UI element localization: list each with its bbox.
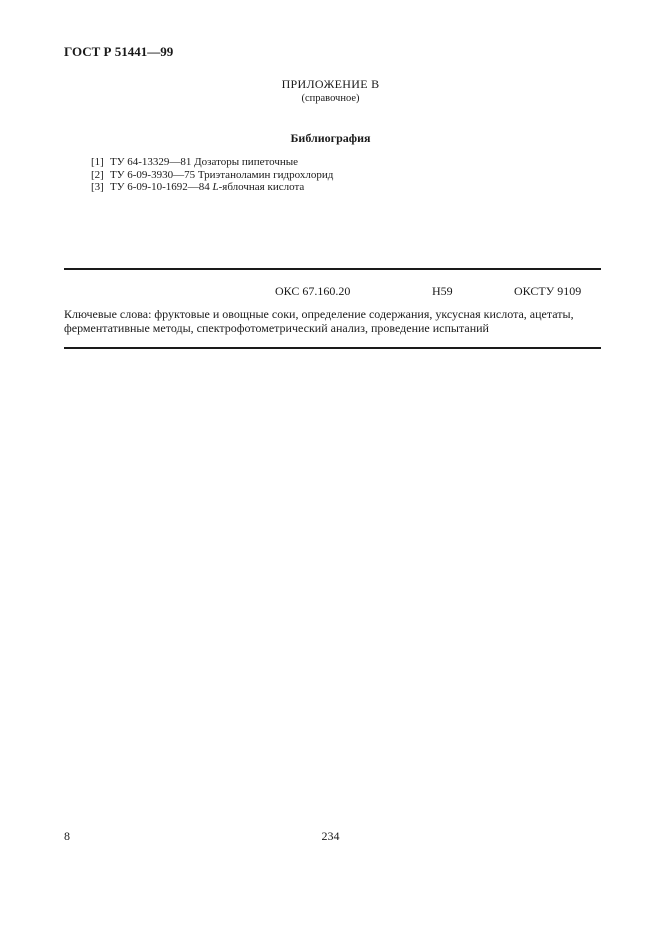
bibliography-list: [91, 156, 333, 194]
appendix-subtitle: (справочное): [301, 93, 360, 104]
keywords-line-1: Ключевые слова: фруктовые и овощные соки, определение содержания, уксусная кислота, ацетаты,: [64, 307, 574, 321]
bibliography-item-number: [1]: [91, 156, 104, 168]
classification-okstu: ОКСТУ 9109: [514, 284, 582, 298]
divider-bottom: [64, 347, 601, 349]
bibliography-item-text: ТУ 64-13329—81 Дозаторы пипеточные: [110, 156, 299, 168]
bibliography-item-number: [2]: [91, 168, 104, 181]
bibliography-item-rest: -яблочная кислота: [218, 181, 305, 193]
bibliography-item-text: ТУ 6-09-10-1692—84: [110, 181, 213, 193]
bibliography-item-italic: L: [212, 181, 219, 193]
keywords-line-2: ферментативные методы, спектрофотометрический анализ, проведение испытаний: [64, 321, 489, 335]
bibliography-item-text: ТУ 6-09-3930—75 Триэтаноламин гидрохлорид: [110, 168, 334, 181]
bibliography-title: Библиография: [290, 131, 371, 145]
page-number: 234: [321, 829, 340, 843]
classification-h: Н59: [432, 284, 453, 298]
keywords-block: [64, 307, 601, 335]
footer-section-number: 8: [64, 829, 70, 843]
document-code: ГОСТ Р 51441—99: [64, 44, 174, 59]
classification-okc: ОКС 67.160.20: [275, 284, 351, 298]
bibliography-item-3: [91, 181, 333, 194]
divider-top: [64, 268, 601, 270]
bibliography-item-number: [3]: [91, 181, 104, 193]
appendix-title: ПРИЛОЖЕНИЕ В: [281, 77, 380, 91]
bibliography-item-1: [91, 156, 333, 169]
bibliography-item-2: [91, 169, 333, 182]
